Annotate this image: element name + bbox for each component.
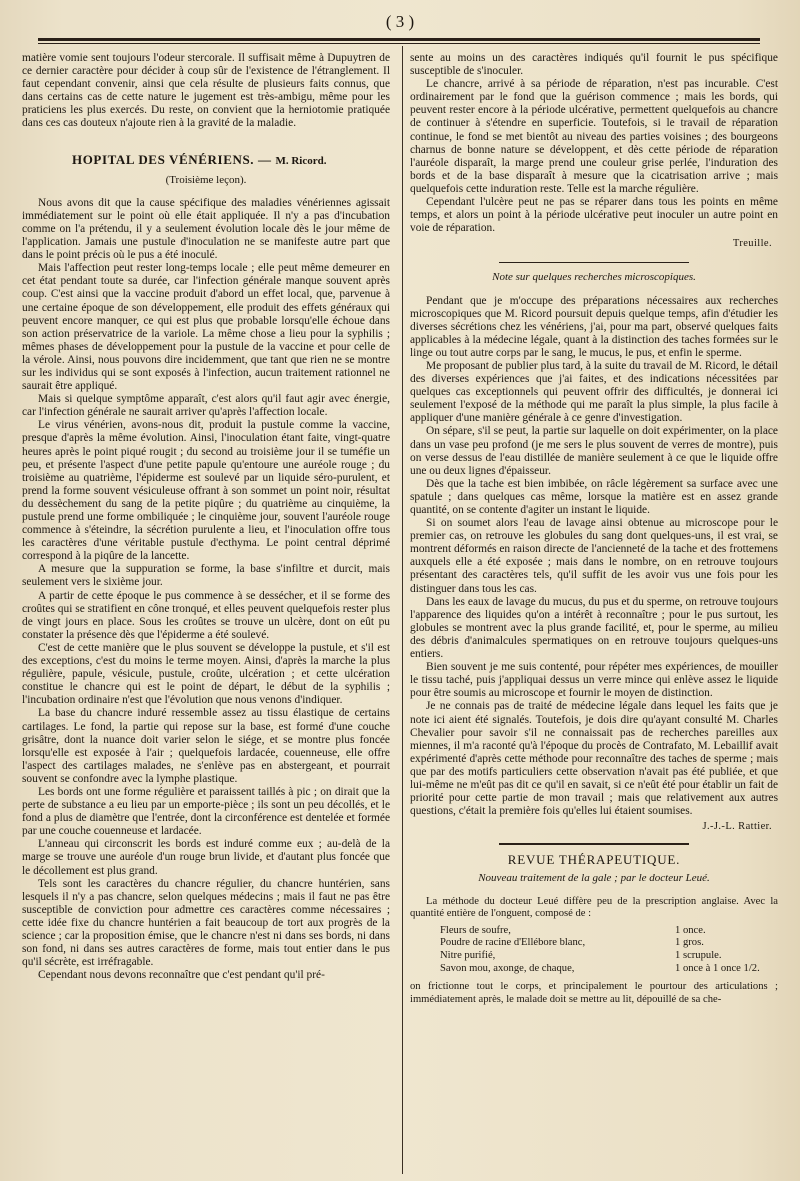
paragraph: Si on soumet alors l'eau de lavage ainsi obtenue au microscope pour le premier cas, on retrouve les globules du sang dont quelques-uns, il est vrai, se montrent déformés en raison directe de l'ancienneté de la tache et des frottemens auxquels elle a été exposée ; mais dans le nombre, on en retrouve toujours présentant des caractères tels, qu'il suffit de les avoir vus une fois pour les distinguer dans tous les cas.: [410, 517, 778, 595]
revue-subtitle: Nouveau traitement de la gale ; par le docteur Leué.: [478, 872, 710, 885]
section-heading: [72, 153, 390, 168]
paragraph: Me proposant de publier plus tard, à la suite du travail de M. Ricord, le détail des diverses expériences que j'ai faites, et des indications nécessitées par quelques cas exceptionnels qui peuvent offrir des difficultés, je donnerai ici seulement l'exposé de la méthode qui me paraît la plus simple, la plus facile à appliquer d'une manière générale à ce genre d'investigation.: [410, 359, 778, 425]
page-number: ( 3 ): [385, 12, 415, 31]
paragraph: sente au moins un des caractères indiqués qu'il fournit le pus spécifique susceptible de s'inoculer.: [410, 52, 778, 78]
right-column: [410, 52, 778, 1006]
paragraph: Nous avons dit que la cause spécifique des maladies vénériennes agissait immédiatement sur le point où elle était appliquée. Il n'y a pas d'incubation comme on l'a prétendu, il y a seulement évolution locale dès le jour même de l'application. Jamais une pustule d'inoculation ne se manifeste autre part que dans le point précis où le pus a été inoculé.: [22, 196, 390, 262]
prescription-row: Nitre purifié, 1 scrupule.: [440, 949, 722, 961]
prescription-list: [440, 925, 778, 975]
prescription-row: Poudre de racine d'Ellébore blanc, 1 gros.: [440, 937, 704, 949]
paragraph: La méthode du docteur Leué diffère peu de la prescription anglaise. Avec la quantité entière de l'onguent, composé de :: [410, 895, 778, 920]
paragraph: Le virus vénérien, avons-nous dit, produit la pustule comme la vaccine, presque d'après la même évolution. Ainsi, l'inoculation étant faite, vingt-quatre heures après le point piqué rougit ; du second au troisième jour il se tuméfie un peu, et présente l'aspect d'une petite papule qu'entoure une auréole rouge ; du troisième au quatrième, l'épiderme est soulevé par un liquide séro-purulent, et prend la forme souvent vésiculeuse offrant à son sommet un point noir, résultat du dessèchement du sang de la petite piqûre ; du quatrième au cinquième, la pustule prend une forme ombiliquée ; le cinquième jour, souvent l'auréole rouge commence à s'éteindre, la sécrétion purulente a lieu, et l'inoculation offre tous les caractères d'une véritable pustule d'ecthyma. Le point central déprimé correspond à la piqûre de la lancette.: [22, 419, 390, 563]
paragraph: A mesure que la suppuration se forme, la base s'infiltre et durcit, mais seulement vers le sixième jour.: [22, 563, 390, 589]
paragraph: Cependant l'ulcère peut ne pas se réparer dans tous les points en même temps, et alors un point à la période ulcérative peut inoculer un autre point en voie de réparation.: [410, 196, 778, 235]
paragraph: On sépare, s'il se peut, la partie sur laquelle on doit expérimenter, on la place dans un vase peu profond (je me sers le plus souvent de verres de montre), puis on verse dessus de l'eau distillée de manière seulement à ce que le liquide offre une ou deux lignes d'épaisseur.: [410, 425, 778, 477]
section-heading-doctor: M. Ricord.: [275, 154, 327, 167]
prescription-row: Savon mou, axonge, de chaque, 1 once à 1 once 1/2.: [440, 962, 760, 974]
paragraph: Mais si quelque symptôme apparaît, c'est alors qu'il faut agir avec énergie, car l'infection générale ne saurait arriver qu'après l'affection locale.: [22, 393, 390, 419]
paragraph: Mais l'affection peut rester long-temps locale ; elle peut même demeurer en cet état pendant toute sa durée, car l'infection générale manque souvent après coup. C'est ainsi que la vaccine produit d'abord un effet local, que, parvenue à une certaine époque de son développement, elle produit des effets généraux qui peuvent encore manquer, ce qui est plus que probable lorsqu'elle échoue dans son action préservatrice de la variole. La même chose a lieu pour la syphilis ; mêmes phases de développement pour la pustule de la vaccine et pour celle de la vérole. Ainsi, nous pouvons dire incidemment, que tant que rien ne se montre sur les individus qui se sont exposés à l'infection, aucun traitement rationnel ne saurait être appliqué.: [22, 262, 390, 393]
paragraph: Tels sont les caractères du chancre régulier, du chancre huntérien, sans lesquels il n'y a pas chancre, selon quelques médecins ; mais il faut ne pas être susceptible de conviction pour admettre ces caractères comme nécessaires ; cette idée fixe du chancre huntérien a fait beaucoup de tort aux progrès de la science ; car la proposition émise, que le chancre n'est ni dans ses bords, ni dans son fond, ni dans ses autres caractères de forme, mais tout entier dans le pus qu'il sécrète, est irréfragable.: [22, 877, 390, 969]
section-heading-title: HOPITAL DES VÉNÉRIENS. —: [72, 151, 276, 167]
top-rule-thin: [38, 43, 760, 44]
paragraph: Dans les eaux de lavage du mucus, du pus et du sperme, on retrouve toujours l'apparence des liquides qu'on a intérêt à reconnaître ; pour le pus surtout, les globules se montrent avec la plus grande facilité, et, pour le sperme, au milieu des débris d'animalcules spermatiques on en retrouve toujours quelques-uns entiers.: [410, 595, 778, 661]
paragraph: L'anneau qui circonscrit les bords est induré comme eux ; au-delà de la marge se trouve une auréole d'un rouge brun livide, et d'autant plus foncée que le décollement est plus grand.: [22, 838, 390, 877]
paragraph: on frictionne tout le corps, et principalement le pourtour des articulations ; immédiatement après, le malade doit se mettre au lit, dépouillé de sa che-: [410, 981, 778, 1005]
column-divider: [402, 46, 403, 1174]
prescription-row: Fleurs de soufre, 1 once.: [440, 924, 706, 936]
paragraph: La base du chancre induré ressemble assez au tissu élastique de certains cartilages. Le fond, la partie qui repose sur la base, est formé d'une couche grisâtre, dont la nuance doit varier selon le siége, et se montre plus foncée lorsqu'elle est exposée à l'air ; quelquefois lardacée, couenneuse, elle offre l'aspect des cartilages malades, ne s'enlève pas en abstergeant, et pourrait souvent se confondre avec la lymphe plastique.: [22, 707, 390, 785]
paragraph: Les bords ont une forme régulière et paraissent taillés à pic ; on dirait que la perte de substance a eu lieu par un emporte-pièce ; ils sont un peu décollés, et le fond a plus de diamètre que l'entrée, dont la circonférence est dentelée et formée par une couche couenneuse et lardacée.: [22, 785, 390, 838]
paragraph: Dès que la tache est bien imbibée, on râcle légèrement sa surface avec une spatule ; dans quelques cas même, lorsque la matière est en assez grande quantité, on se contente d'agiter un instant le liquide.: [410, 477, 778, 516]
paragraph: Cependant nous devons reconnaître que c'est pendant qu'il pré-: [38, 969, 325, 982]
paragraph: Pendant que je m'occupe des préparations nécessaires aux recherches microscopiques que M. Ricord poursuit depuis quelque temps, afin d'étudier les diverses sécrétions chez les vénériens, j'ai, pour ma part, observé quelques faits applicables à la médecine légale, quant à la distinction des taches formées sur le linge ou tout autre corps par le sang, le mucus, le pus, et enfin le sperme.: [410, 294, 778, 359]
paragraph: Je ne connais pas de traité de médecine légale dans lequel les faits que je note ici aient été signalés. Toutefois, je dois dire qu'ayant consulté M. Charles Chevalier pour savoir s'il ne connaissait pas de recherches pareilles aux miennes, il m'a raconté qu'à l'époque du procès de Contrafato, M. Lebaillif avait expérimenté d'après cette méthode pour reconnaître des taches de sperme ; mais que par des motifs particuliers cette observation n'avait pas été publiée, et que lui-même ne m'eût pas dit ce qu'il en savait, si ce n'eût été pour établir un fait de priorité pour cette partie de mon travail ; mais que relativement aux autres questions, c'était la première fois qu'elles lui étaient soumises.: [410, 700, 778, 818]
author-signature: Treuille.: [732, 238, 772, 250]
paragraph: Le chancre, arrivé à sa période de réparation, n'est pas incurable. C'est ordinairement par le fond que la guérison commence ; mais les bords, qui peuvent rester encore à la période ulcérative, permettent quelquefois au chancre de continuer à s'étendre en superficie. Toutefois, si le travail de réparation continue, le fond se met bientôt au niveau des parties voisines ; des bourgeons charnus de bonne nature se développent, et dès cette période de réparation l'auréole disparaît, la marge prend une couleur grise perlée, l'induration des bords et de la base disparaît à mesure que la cicatrisation arrive ; mais quelquefois cette induration reste. Telle est la marche régulière.: [410, 78, 778, 195]
separator-rule: [499, 843, 689, 845]
note-title: Note sur quelques recherches microscopiques.: [492, 271, 696, 284]
paragraph: Bien souvent je me suis contenté, pour répéter mes expériences, de mouiller le tissu taché, puis j'appliquai dessus un verre mince qui enlève assez le liquide pour être soumis au microscope et fournir le moyen de distinction.: [410, 661, 778, 700]
revue-heading: REVUE THÉRAPEUTIQUE.: [507, 852, 681, 868]
paragraph: C'est de cette manière que le plus souvent se développe la pustule, et s'il est des exceptions, c'est du moins le terme moyen. Ainsi, d'après la marche la plus régulière, papule, vésicule, pustule, croûte, ulcération ; et cette ulcération constitue le chancre qui est le point de départ, le début de la syphilis ; l'incubation ordinaire n'est que l'évolution que nous venons d'indiquer.: [22, 641, 390, 707]
lecture-subtitle: (Troisième leçon).: [165, 173, 247, 186]
paragraph: A partir de cette époque le pus commence à se dessécher, et il se forme des croûtes qui se stratifient en cône tronqué, et elles peuvent quelquefois rester plus de vingt jours en place. Sous les croûtes se trouve un ulcère, dont on eût pu constater la présence dès que l'épiderme a été soulevé.: [22, 589, 390, 641]
top-rule: [38, 38, 760, 41]
author-signature: J.-J.-L. Rattier.: [702, 821, 772, 833]
intro-paragraph: matière vomie sent toujours l'odeur stercorale. Il suffisait même à Dupuytren de ce dernier caractère pour décider à coup sûr de l'existence de l'étranglement. Il faut cependant convenir, ainsi que cela résulte de plusieurs faits connus, que dans certains cas de cette nature le jugement est très-ambigu, même pour les praticiens les plus exercés. Du reste, on convient que la herniotomie pratiquée dans ces cas douteux n'ajoute rien à la gravité de la maladie.: [22, 52, 390, 130]
separator-rule: [499, 262, 689, 263]
left-column: [22, 52, 390, 982]
